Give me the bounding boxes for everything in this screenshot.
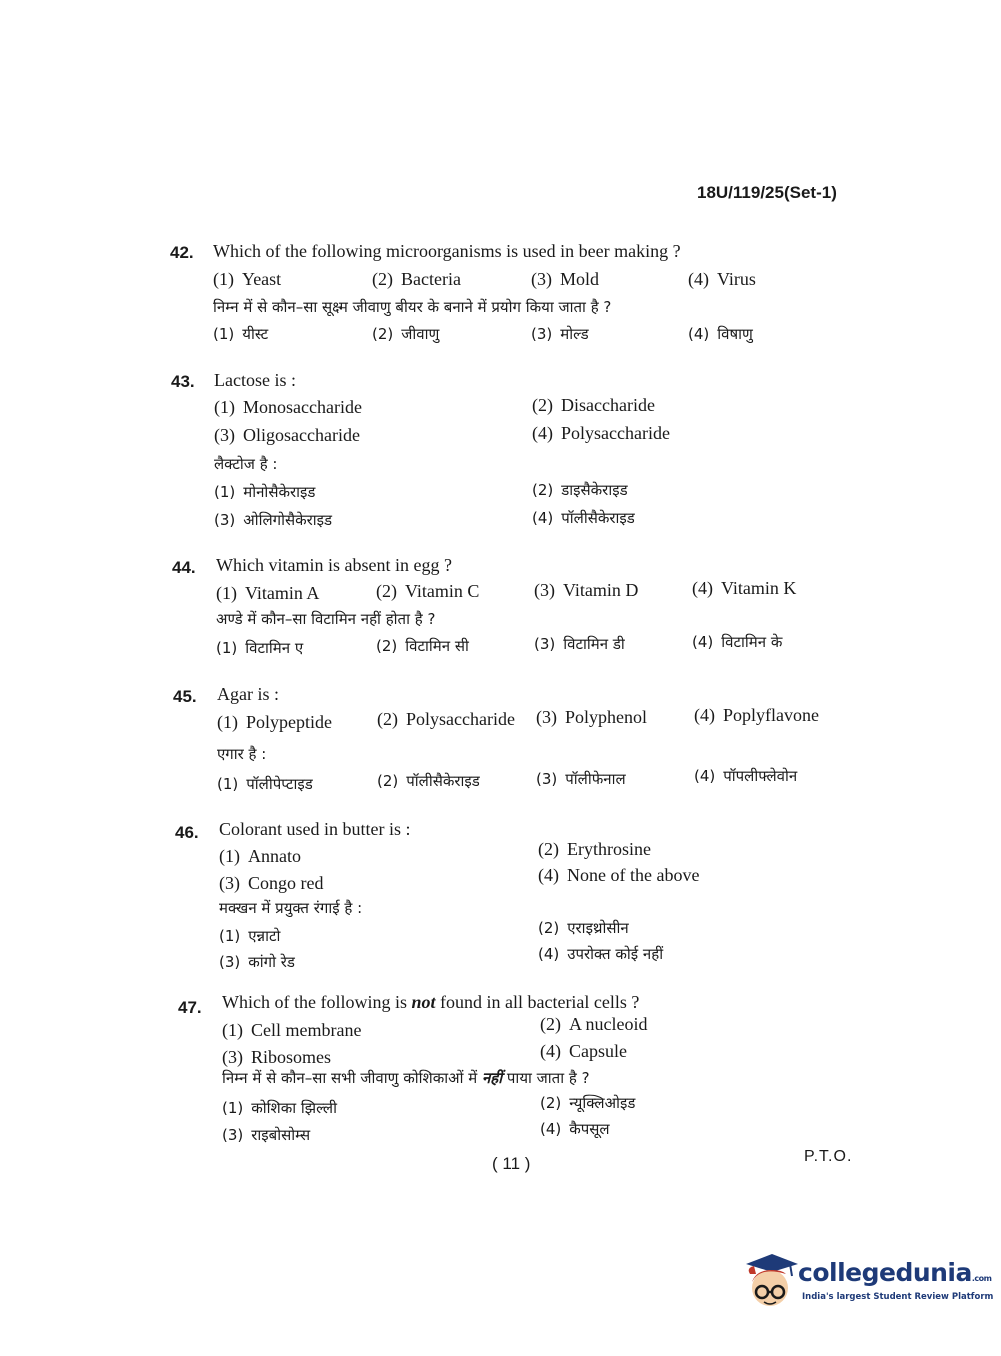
option-hi: (2) एराइथ्रोसीन	[538, 919, 629, 937]
paper-code: 18U/119/25(Set-1)	[697, 183, 837, 202]
option-en: (3) Polyphenol	[536, 707, 648, 727]
option-en: (1) Yeast	[213, 269, 282, 289]
mascot-icon	[742, 1252, 798, 1314]
option-en: (1) Polypeptide	[217, 712, 332, 732]
question-text-hi: लैक्टोज है :	[214, 455, 278, 473]
question-number: 44.	[172, 558, 196, 577]
option-hi: (1) पॉलीपेप्टाइड	[217, 775, 313, 793]
question-text-en: Agar is :	[217, 684, 279, 704]
brand-name: collegedunia.com	[798, 1258, 992, 1287]
option-en: (3) Mold	[531, 269, 600, 289]
option-en: (2) A nucleoid	[540, 1014, 648, 1034]
option-hi: (3) राइबोसोम्स	[222, 1126, 311, 1144]
question-text-hi: निम्न में से कौन–सा सभी जीवाणु कोशिकाओं में नहीं पाया जाता है ?	[222, 1069, 590, 1087]
option-hi: (2) डाइसैकेराइड	[532, 481, 628, 499]
option-en: (1) Cell membrane	[222, 1020, 362, 1040]
question-text-en: Which vitamin is absent in egg ?	[216, 555, 452, 575]
option-hi: (1) मोनोसैकेराइड	[214, 483, 316, 501]
option-hi: (3) ओलिगोसैकेराइड	[214, 511, 333, 529]
option-hi: (1) विटामिन ए	[216, 639, 304, 657]
option-hi: (2) न्यूक्लिओइड	[540, 1094, 636, 1112]
collegedunia-logo	[742, 1252, 994, 1314]
option-en: (4) Polysaccharide	[532, 423, 670, 443]
option-hi: (4) कैपसूल	[540, 1120, 610, 1138]
option-en: (2) Bacteria	[372, 269, 461, 289]
option-hi: (2) पॉलीसैकेराइड	[377, 772, 480, 790]
option-hi: (1) एन्नाटो	[219, 927, 281, 945]
option-hi: (4) विटामिन के	[692, 633, 783, 651]
emphasis-nahin: नहीं	[481, 1069, 503, 1087]
pto-label: P.T.O.	[804, 1148, 853, 1165]
question-number: 45.	[173, 687, 197, 706]
option-hi: (4) पॉलीसैकेराइड	[532, 509, 635, 527]
question-number: 42.	[170, 243, 194, 262]
option-en: (4) Capsule	[540, 1041, 627, 1061]
option-en: (1) Annato	[219, 846, 301, 866]
question-text-en: Which of the following is not found in all bacterial cells ?	[222, 992, 640, 1012]
option-hi: (3) विटामिन डी	[534, 635, 625, 653]
option-en: (4) Vitamin K	[692, 578, 797, 598]
option-hi: (4) उपरोक्त कोई नहीं	[538, 945, 664, 963]
question-text-en: Colorant used in butter is :	[219, 819, 411, 839]
option-en: (3) Congo red	[219, 873, 324, 893]
option-en: (1) Vitamin A	[216, 583, 320, 603]
option-hi: (1) कोशिका झिल्ली	[222, 1099, 337, 1117]
page-number: ( 11 )	[492, 1154, 531, 1173]
option-en: (4) Poplyflavone	[694, 705, 819, 725]
question-text-hi: निम्न में से कौन–सा सूक्ष्म जीवाणु बीयर के बनाने में प्रयोग किया जाता है ?	[213, 298, 612, 316]
question-text-en: Lactose is :	[214, 370, 296, 390]
question-number: 46.	[175, 823, 199, 842]
question-number: 43.	[171, 372, 195, 391]
question-number: 47.	[178, 998, 202, 1017]
option-en: (3) Vitamin D	[534, 580, 639, 600]
brand-tagline: India's largest Student Review Platform	[802, 1292, 994, 1302]
question-text-en: Which of the following microorganisms is used in beer making ?	[213, 241, 681, 261]
option-hi: (4) विषाणु	[688, 325, 753, 343]
option-en: (3) Ribosomes	[222, 1047, 332, 1067]
option-en: (4) Virus	[688, 269, 756, 289]
option-hi: (3) पॉलीफेनाल	[536, 770, 626, 788]
option-en: (2) Vitamin C	[376, 581, 480, 601]
option-en: (2) Erythrosine	[538, 839, 651, 859]
option-hi: (4) पॉपलीफ्लेवोन	[694, 767, 798, 785]
option-hi: (2) जीवाणु	[372, 325, 440, 343]
emphasis-not: not	[411, 992, 436, 1012]
option-en: (3) Oligosaccharide	[214, 425, 360, 445]
question-text-hi: मक्खन में प्रयुक्त रंगाई है :	[219, 899, 363, 917]
option-hi: (3) कांगो रेड	[219, 953, 295, 971]
option-hi: (3) मोल्ड	[531, 325, 589, 343]
option-en: (2) Disaccharide	[532, 395, 655, 415]
option-en: (4) None of the above	[538, 865, 700, 885]
question-text-hi: अण्डे में कौन–सा विटामिन नहीं होता है ?	[216, 610, 436, 628]
option-en: (2) Polysaccharide	[377, 709, 515, 729]
option-en: (1) Monosaccharide	[214, 397, 362, 417]
option-hi: (1) यीस्ट	[213, 325, 269, 343]
option-hi: (2) विटामिन सी	[376, 637, 469, 655]
question-text-hi: एगार है :	[217, 745, 267, 763]
